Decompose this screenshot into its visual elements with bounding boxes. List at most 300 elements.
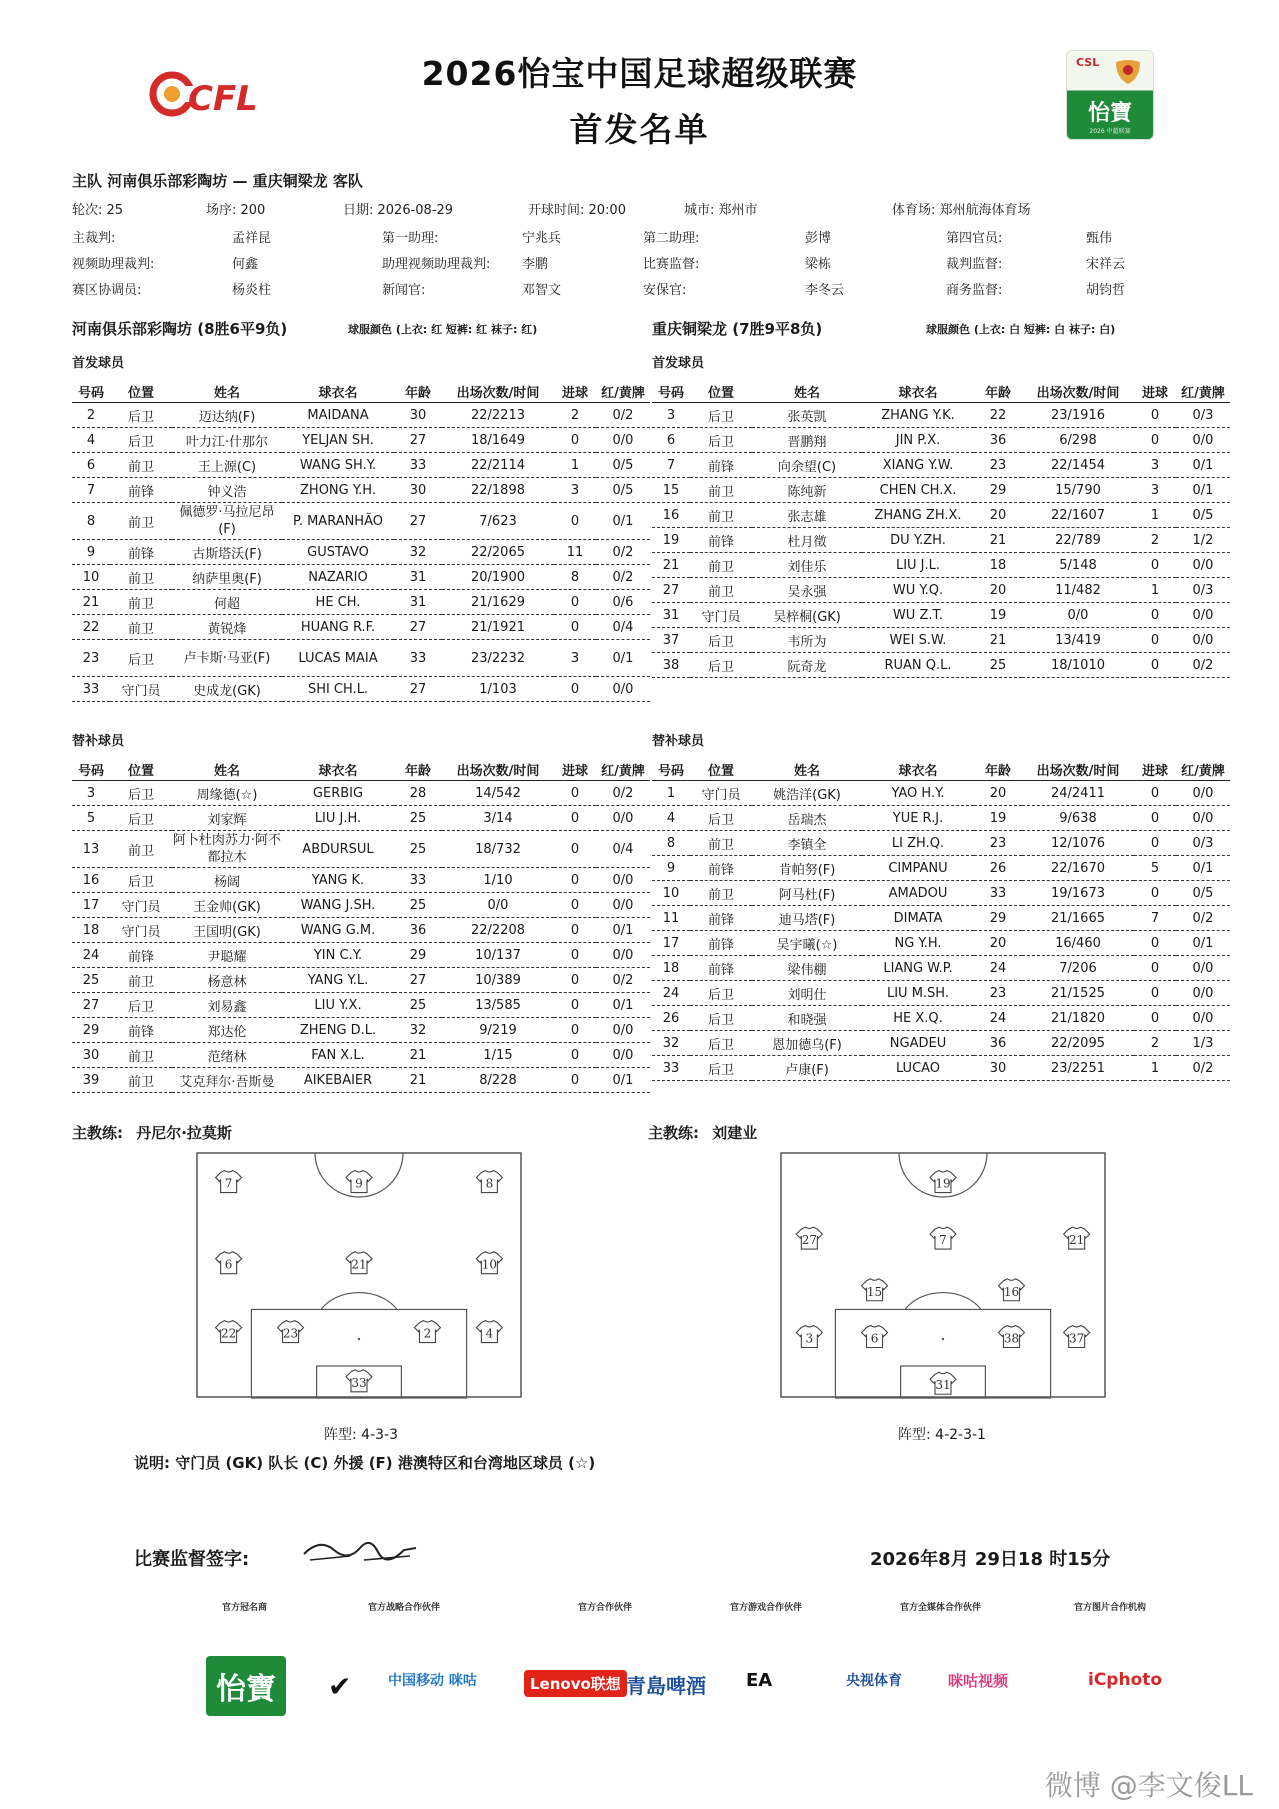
player-cell: HE X.Q.: [862, 1006, 974, 1031]
player-cell: 0/2: [596, 403, 650, 428]
column-header: 进球: [1134, 380, 1176, 403]
official-name: 杨炎柱: [232, 283, 272, 298]
player-cell: 22/789: [1022, 528, 1134, 553]
player-cell: 6/298: [1022, 428, 1134, 453]
player-cell: 0: [1134, 428, 1176, 453]
shirt-number: 27: [801, 1233, 817, 1248]
shirt-number: 21: [351, 1257, 367, 1272]
player-cell: 22: [72, 615, 110, 640]
player-cell: 前卫: [110, 831, 172, 868]
column-header: 红/黄牌: [596, 758, 650, 781]
player-cell: 0/3: [1176, 578, 1230, 603]
player-row: [652, 428, 1230, 453]
player-cell: 0: [1134, 653, 1176, 678]
official-label: 安保官:: [643, 283, 687, 298]
player-cell: 11: [652, 906, 690, 931]
player-cell: 17: [72, 893, 110, 918]
player-cell: 0/1: [1176, 453, 1230, 478]
player-cell: SHI CH.L.: [282, 677, 394, 702]
player-row: [72, 943, 650, 968]
player-cell: 前锋: [110, 478, 172, 503]
column-header: 出场次数/时间: [1022, 380, 1134, 403]
player-cell: 阮奇龙: [752, 653, 862, 678]
player-cell: 0/0: [1022, 603, 1134, 628]
player-cell: 古斯塔沃(F): [172, 540, 282, 565]
player-cell: 37: [652, 628, 690, 653]
column-header: 进球: [554, 380, 596, 403]
player-cell: 0/0: [596, 428, 650, 453]
player-row: [72, 403, 650, 428]
player-row: [72, 677, 650, 702]
player-cell: WANG G.M.: [282, 918, 394, 943]
player-cell: LIU M.SH.: [862, 981, 974, 1006]
player-cell: 王上源(C): [172, 453, 282, 478]
player-cell: 0/5: [596, 478, 650, 503]
player-cell: 0/4: [596, 615, 650, 640]
player-cell: 4: [72, 428, 110, 453]
sponsor-category: 官方图片合作机构: [1074, 1603, 1147, 1613]
player-cell: 2: [1134, 1031, 1176, 1056]
player-cell: 23: [72, 640, 110, 677]
player-cell: 后卫: [690, 1006, 752, 1031]
player-cell: LIU J.L.: [862, 553, 974, 578]
player-cell: 30: [974, 1056, 1022, 1081]
sponsor-logo: ✔: [328, 1670, 352, 1703]
player-cell: 0/5: [596, 453, 650, 478]
player-cell: WU Y.Q.: [862, 578, 974, 603]
player-cell: 21: [394, 1043, 442, 1068]
player-cell: 0/0: [596, 1018, 650, 1043]
player-cell: 0: [1134, 831, 1176, 856]
player-row: [72, 868, 650, 893]
player-cell: 0/0: [442, 893, 554, 918]
player-row: [652, 578, 1230, 603]
player-cell: 向余望(C): [752, 453, 862, 478]
player-cell: 0/0: [1176, 628, 1230, 653]
player-cell: GERBIG: [282, 781, 394, 806]
player-cell: AMADOU: [862, 881, 974, 906]
penalty-spot: [358, 1338, 360, 1340]
player-cell: 27: [394, 428, 442, 453]
player-cell: 8: [72, 503, 110, 540]
player-cell: WANG SH.Y.: [282, 453, 394, 478]
player-cell: 21: [652, 553, 690, 578]
player-cell: WU Z.T.: [862, 603, 974, 628]
shirt-number: 6: [870, 1331, 879, 1346]
csl-sub: 2026 中超联赛: [1089, 128, 1131, 135]
shirt-number: 7: [224, 1176, 233, 1191]
player-cell: 钟义浩: [172, 478, 282, 503]
player-cell: 0/0: [596, 943, 650, 968]
player-cell: 25: [974, 653, 1022, 678]
player-row: [72, 565, 650, 590]
player-cell: WEI S.W.: [862, 628, 974, 653]
player-cell: 13/585: [442, 993, 554, 1018]
player-row: [72, 615, 650, 640]
player-cell: AIKEBAIER: [282, 1068, 394, 1093]
player-row: [652, 1031, 1230, 1056]
home-coach: [72, 1122, 232, 1143]
player-cell: 0: [554, 590, 596, 615]
player-cell: 22/2213: [442, 403, 554, 428]
player-cell: 杨阔: [172, 868, 282, 893]
player-cell: 21/1629: [442, 590, 554, 615]
player-cell: 22/2208: [442, 918, 554, 943]
shirt-number: 23: [282, 1326, 299, 1341]
player-row: [652, 906, 1230, 931]
player-cell: LIU Y.X.: [282, 993, 394, 1018]
player-row: [652, 831, 1230, 856]
player-cell: MAIDANA: [282, 403, 394, 428]
column-header: 进球: [554, 758, 596, 781]
player-cell: 后卫: [690, 403, 752, 428]
player-cell: 32: [652, 1031, 690, 1056]
official-label: 第一助理:: [382, 231, 439, 246]
player-cell: 27: [72, 993, 110, 1018]
player-cell: 29: [974, 478, 1022, 503]
player-cell: 24: [652, 981, 690, 1006]
player-cell: 25: [394, 993, 442, 1018]
player-cell: 18/1649: [442, 428, 554, 453]
column-header: 球衣名: [282, 758, 394, 781]
player-cell: 24: [974, 956, 1022, 981]
player-cell: 31: [394, 590, 442, 615]
sponsor-category: 官方游戏合作伙伴: [730, 1603, 803, 1613]
player-cell: 27: [394, 968, 442, 993]
player-cell: 24/2411: [1022, 781, 1134, 806]
player-row: [72, 503, 650, 540]
player-cell: 0/0: [1176, 806, 1230, 831]
player-cell: 0: [554, 428, 596, 453]
sponsor-category: 官方冠名商: [222, 1603, 268, 1613]
official-label: 主裁判:: [72, 231, 116, 246]
match-line: 主队 河南俱乐部彩陶坊 — 重庆铜梁龙 客队: [72, 172, 363, 190]
signature-date: 2026年8月 29日18 时15分: [870, 1549, 1111, 1570]
player-cell: 3: [554, 478, 596, 503]
column-header: 球衣名: [282, 380, 394, 403]
player-cell: 0/1: [596, 918, 650, 943]
player-cell: 1/10: [442, 868, 554, 893]
player-cell: 29: [72, 1018, 110, 1043]
player-cell: ZHENG D.L.: [282, 1018, 394, 1043]
player-cell: 0: [1134, 781, 1176, 806]
player-cell: YIN C.Y.: [282, 943, 394, 968]
player-cell: 22/2095: [1022, 1031, 1134, 1056]
player-cell: 1/15: [442, 1043, 554, 1068]
player-cell: 前锋: [690, 856, 752, 881]
player-cell: 33: [394, 453, 442, 478]
player-cell: 0/4: [596, 831, 650, 868]
player-cell: 佩德罗·马拉尼昂(F): [172, 503, 282, 540]
player-cell: 0/2: [596, 968, 650, 993]
player-cell: 5/148: [1022, 553, 1134, 578]
player-cell: 18/1010: [1022, 653, 1134, 678]
column-header: 号码: [652, 380, 690, 403]
player-cell: 2: [554, 403, 596, 428]
home-formation: 阵型: 4-3-3: [324, 1427, 398, 1443]
player-row: [652, 628, 1230, 653]
player-cell: 18: [652, 956, 690, 981]
player-cell: 1: [1134, 503, 1176, 528]
player-cell: 0: [554, 806, 596, 831]
column-header: 号码: [652, 758, 690, 781]
player-row: [72, 640, 650, 677]
player-cell: 22/1607: [1022, 503, 1134, 528]
player-cell: 23: [974, 453, 1022, 478]
shirt-number: 15: [866, 1284, 883, 1299]
official-name: 彭博: [805, 231, 832, 246]
column-header: 球衣名: [862, 380, 974, 403]
player-cell: 8: [652, 831, 690, 856]
player-row: [652, 528, 1230, 553]
player-row: [72, 968, 650, 993]
player-cell: 守门员: [110, 893, 172, 918]
player-cell: 前卫: [690, 553, 752, 578]
player-cell: 7: [652, 453, 690, 478]
player-cell: 27: [394, 615, 442, 640]
player-cell: 19: [652, 528, 690, 553]
shirt-number: 16: [1003, 1284, 1020, 1299]
away-subs-table: [652, 758, 1230, 1081]
player-cell: 恩加德乌(F): [752, 1031, 862, 1056]
away-subs-label: 替补球员: [652, 734, 705, 749]
penalty-spot: [942, 1338, 944, 1340]
player-cell: 21/1820: [1022, 1006, 1134, 1031]
legend-note: 说明: 守门员 (GK) 队长 (C) 外援 (F) 港澳特区和台湾地区球员 (☆): [134, 1454, 596, 1472]
player-cell: 后卫: [110, 993, 172, 1018]
player-cell: 1: [1134, 1056, 1176, 1081]
player-cell: 26: [974, 856, 1022, 881]
player-cell: 0/0: [1176, 428, 1230, 453]
player-cell: 22/2114: [442, 453, 554, 478]
official-label: 赛区协调员:: [72, 283, 142, 298]
player-cell: 前卫: [110, 453, 172, 478]
player-cell: 迈达纳(F): [172, 403, 282, 428]
player-row: [72, 540, 650, 565]
player-cell: 刘明仕: [752, 981, 862, 1006]
player-cell: 0: [554, 781, 596, 806]
player-cell: 21: [974, 528, 1022, 553]
player-cell: YUE R.J.: [862, 806, 974, 831]
player-cell: 0: [1134, 981, 1176, 1006]
player-cell: 卢康(F): [752, 1056, 862, 1081]
player-cell: 0: [1134, 881, 1176, 906]
player-cell: 0/3: [1176, 403, 1230, 428]
player-cell: 前锋: [690, 906, 752, 931]
player-cell: 前卫: [110, 590, 172, 615]
player-cell: 15/790: [1022, 478, 1134, 503]
player-cell: 13/419: [1022, 628, 1134, 653]
player-cell: 0: [1134, 1006, 1176, 1031]
official-label: 视频助理裁判:: [72, 257, 155, 272]
player-cell: 后卫: [110, 640, 172, 677]
player-cell: 10/137: [442, 943, 554, 968]
player-cell: HUANG R.F.: [282, 615, 394, 640]
player-cell: CIMPANU: [862, 856, 974, 881]
stadium: 体育场: 郑州航海体育场: [892, 203, 1031, 218]
player-cell: 0/0: [1176, 781, 1230, 806]
player-cell: 阿马杜(F): [752, 881, 862, 906]
player-cell: WANG J.SH.: [282, 893, 394, 918]
player-cell: DU Y.ZH.: [862, 528, 974, 553]
player-cell: 32: [394, 540, 442, 565]
column-header: 年龄: [974, 758, 1022, 781]
player-cell: LI ZH.Q.: [862, 831, 974, 856]
player-cell: 前卫: [110, 1043, 172, 1068]
away-formation-pitch: [780, 1152, 1106, 1398]
column-header: 年龄: [394, 380, 442, 403]
player-cell: LIU J.H.: [282, 806, 394, 831]
shirt-number: 7: [939, 1233, 947, 1248]
player-row: [652, 603, 1230, 628]
player-cell: 0/2: [1176, 1056, 1230, 1081]
player-cell: 纳萨里奥(F): [172, 565, 282, 590]
player-cell: 前锋: [110, 1018, 172, 1043]
official-label: 第四官员:: [946, 231, 1003, 246]
player-cell: 18: [974, 553, 1022, 578]
player-row: [652, 453, 1230, 478]
player-cell: 0/2: [596, 781, 650, 806]
official-name: 李鹏: [522, 257, 549, 272]
player-cell: 22/2065: [442, 540, 554, 565]
player-cell: 前锋: [690, 931, 752, 956]
player-cell: 22/1898: [442, 478, 554, 503]
player-cell: 0/1: [1176, 856, 1230, 881]
sponsor-category: 官方战略合作伙伴: [368, 1603, 441, 1613]
home-formation-pitch: [196, 1152, 522, 1398]
player-cell: 25: [394, 893, 442, 918]
player-cell: 王国明(GK): [172, 918, 282, 943]
player-cell: 前卫: [110, 1068, 172, 1093]
player-cell: 和晓强: [752, 1006, 862, 1031]
sponsor-category: 官方合作伙伴: [578, 1603, 633, 1613]
away-coach-label: 主教练:: [648, 1124, 699, 1142]
player-cell: 26: [652, 1006, 690, 1031]
cfl-logo: [150, 66, 258, 119]
csl-mark: CSL: [1076, 56, 1100, 69]
column-header: 出场次数/时间: [442, 758, 554, 781]
player-cell: LUCAO: [862, 1056, 974, 1081]
player-cell: 0: [1134, 956, 1176, 981]
player-cell: 24: [72, 943, 110, 968]
player-cell: 23: [974, 831, 1022, 856]
player-cell: 31: [394, 565, 442, 590]
player-cell: 黄锐烽: [172, 615, 282, 640]
player-cell: 3: [1134, 453, 1176, 478]
player-cell: 22/1454: [1022, 453, 1134, 478]
player-cell: 0/1: [596, 1068, 650, 1093]
player-cell: 前锋: [110, 540, 172, 565]
player-cell: 23/2232: [442, 640, 554, 677]
player-cell: ABDURSUL: [282, 831, 394, 868]
player-cell: 0: [1134, 603, 1176, 628]
player-cell: 0/2: [596, 565, 650, 590]
player-cell: 后卫: [690, 628, 752, 653]
player-row: [652, 856, 1230, 881]
player-row: [652, 553, 1230, 578]
player-row: [72, 478, 650, 503]
column-header: 年龄: [974, 380, 1022, 403]
player-cell: 0: [554, 1068, 596, 1093]
player-cell: 11: [554, 540, 596, 565]
player-cell: 王金帅(GK): [172, 893, 282, 918]
player-cell: RUAN Q.L.: [862, 653, 974, 678]
column-header: 红/黄牌: [596, 380, 650, 403]
player-row: [652, 1056, 1230, 1081]
player-cell: 韦所为: [752, 628, 862, 653]
player-cell: 29: [394, 943, 442, 968]
player-cell: 周缘德(☆): [172, 781, 282, 806]
player-cell: 19: [974, 603, 1022, 628]
player-cell: 晋鹏翔: [752, 428, 862, 453]
home-coach-name: 丹尼尔·拉莫斯: [136, 1124, 232, 1142]
column-header: 姓名: [752, 380, 862, 403]
shirt-number: 6: [224, 1257, 233, 1272]
player-cell: 肯帕努(F): [752, 856, 862, 881]
column-header: 位置: [690, 380, 752, 403]
player-cell: 尹聪耀: [172, 943, 282, 968]
player-cell: 10: [652, 881, 690, 906]
player-cell: 9: [72, 540, 110, 565]
player-cell: 岳瑞杰: [752, 806, 862, 831]
player-cell: 前卫: [690, 503, 752, 528]
player-cell: 1/2: [1176, 528, 1230, 553]
player-cell: 20: [974, 578, 1022, 603]
player-cell: 18: [72, 918, 110, 943]
player-cell: 0: [554, 943, 596, 968]
player-cell: 0/0: [596, 868, 650, 893]
player-cell: 2: [1134, 528, 1176, 553]
player-cell: 1: [652, 781, 690, 806]
player-cell: 3: [554, 640, 596, 677]
sponsor-logo: 中国移动 咪咕: [388, 1673, 477, 1689]
player-cell: 0: [1134, 403, 1176, 428]
csl-brand: 怡寶: [1087, 100, 1132, 126]
player-cell: 后卫: [110, 403, 172, 428]
shirt-number: 10: [481, 1257, 498, 1272]
official-name: 邓智文: [522, 283, 562, 298]
player-cell: GUSTAVO: [282, 540, 394, 565]
player-cell: 21: [394, 1068, 442, 1093]
player-cell: 前卫: [110, 565, 172, 590]
player-cell: 20/1900: [442, 565, 554, 590]
player-cell: 9/638: [1022, 806, 1134, 831]
player-cell: 6: [652, 428, 690, 453]
player-cell: CHEN CH.X.: [862, 478, 974, 503]
player-cell: 9: [652, 856, 690, 881]
player-cell: 12/1076: [1022, 831, 1134, 856]
player-cell: 刘佳乐: [752, 553, 862, 578]
kickoff-time: 开球时间: 20:00: [528, 203, 626, 218]
player-cell: NAZARIO: [282, 565, 394, 590]
sponsor-logo: 咪咕视频: [948, 1672, 1009, 1690]
player-cell: 前卫: [690, 578, 752, 603]
player-cell: 16/460: [1022, 931, 1134, 956]
player-cell: 前锋: [690, 528, 752, 553]
player-cell: 前卫: [690, 881, 752, 906]
player-cell: JIN P.X.: [862, 428, 974, 453]
player-cell: 0: [554, 868, 596, 893]
player-cell: 卢卡斯·马亚(F): [172, 640, 282, 677]
player-cell: 33: [652, 1056, 690, 1081]
cfl-logo-text: CFL: [188, 79, 258, 119]
player-cell: 0: [554, 1043, 596, 1068]
player-cell: 0: [1134, 553, 1176, 578]
column-header: 球衣名: [862, 758, 974, 781]
player-cell: 0/5: [1176, 503, 1230, 528]
player-cell: 27: [394, 677, 442, 702]
player-row: [72, 1043, 650, 1068]
